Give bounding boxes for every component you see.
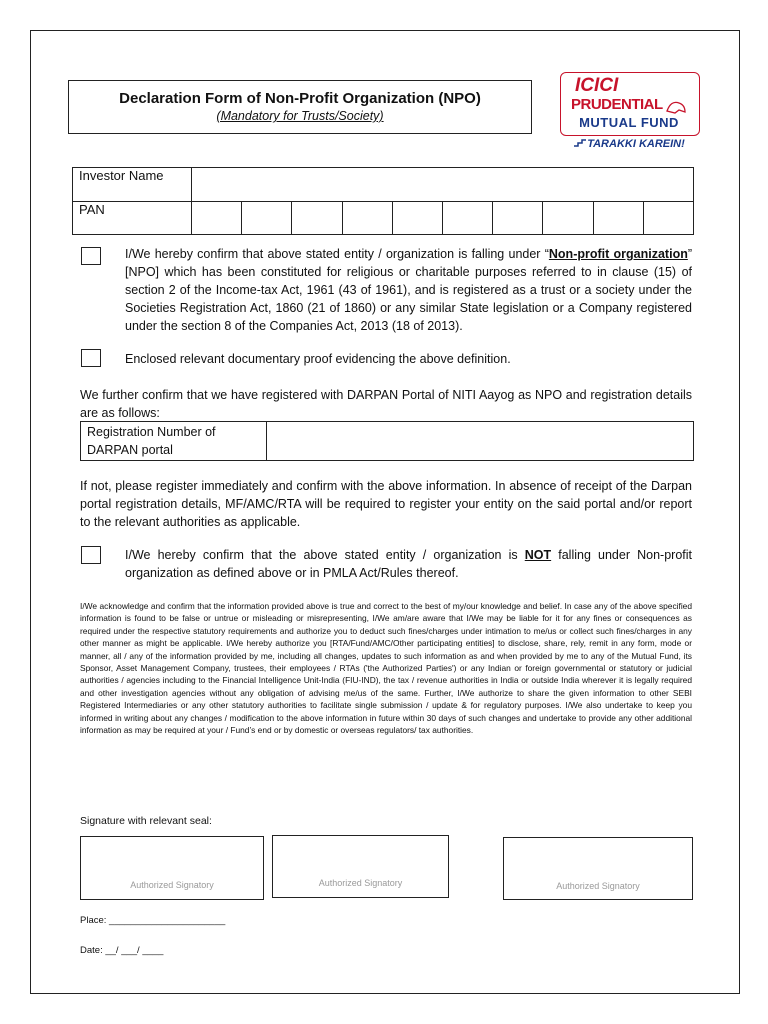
step-arrow-icon — [573, 138, 587, 147]
pan-row — [73, 202, 694, 235]
pan-box[interactable] — [543, 202, 593, 235]
logo-frame — [560, 72, 700, 136]
if-not-paragraph: If not, please register immediately and confirm with the above information. In absence of receipt of the Darpan portal registration details, MF/AMC/RTA will be required to register your entity on the said portal and/or report to the relevant authorities as applicable. — [80, 479, 692, 529]
date-field[interactable]: Date: __/ ___/ ____ — [80, 945, 164, 956]
pan-box[interactable] — [342, 202, 392, 235]
not-prefix: I/We hereby confirm that the above stated entity / organization is — [125, 548, 525, 562]
npo-checkbox[interactable] — [81, 247, 101, 265]
npo-prefix: I/We hereby confirm that above stated entity / organization is falling under “ — [125, 247, 549, 261]
form-title: Declaration Form of Non-Profit Organization (NPO) — [119, 90, 481, 107]
not-word: NOT — [524, 548, 552, 562]
not-suffix: falling under Non-profit organization as defined above or in PMLA Act/Rules thereof. — [125, 548, 692, 580]
pan-label: PAN — [73, 202, 192, 235]
proof-checkbox[interactable] — [81, 349, 101, 367]
pan-box[interactable] — [292, 202, 342, 235]
npo-term: Non-profit organization — [548, 247, 688, 261]
not-npo-checkbox[interactable] — [81, 546, 101, 564]
pan-box[interactable] — [643, 202, 693, 235]
investor-table — [72, 167, 694, 235]
darpan-intro: We further confirm that we have registered with DARPAN Portal of NITI Aayog as NPO and registration details are as follows: — [80, 388, 692, 420]
form-subtitle: (Mandatory for Trusts/Society) — [216, 109, 384, 123]
darpan-table — [80, 421, 694, 461]
pan-box[interactable] — [493, 202, 543, 235]
pan-box[interactable] — [192, 202, 242, 235]
not-npo-declaration — [125, 546, 692, 582]
signature-heading: Signature with relevant seal: — [80, 815, 212, 827]
darpan-label: Registration Number of DARPAN portal — [81, 422, 267, 460]
logo-brand: ICICI — [575, 75, 619, 96]
pan-box[interactable] — [392, 202, 442, 235]
pan-box[interactable] — [593, 202, 643, 235]
proof-text: Enclosed relevant documentary proof evidencing the above definition. — [125, 352, 511, 366]
investor-name-field[interactable] — [192, 168, 694, 202]
signature-box-2[interactable]: Authorized Signatory — [272, 835, 449, 898]
investor-name-label: Investor Name — [73, 168, 192, 202]
place-field[interactable]: Place: ______________________ — [80, 915, 226, 926]
darpan-number-field[interactable] — [273, 422, 691, 460]
pan-box[interactable] — [242, 202, 292, 235]
npo-declaration — [125, 245, 692, 335]
lion-icon — [665, 97, 687, 115]
logo-tagline — [564, 138, 694, 150]
pan-box[interactable] — [442, 202, 492, 235]
title-box — [68, 80, 532, 134]
logo-prudential: PRUDENTIAL — [571, 96, 663, 113]
icici-prudential-logo — [560, 72, 698, 152]
logo-mutual-fund: MUTUAL FUND — [579, 115, 679, 130]
npo-suffix: ” [NPO] which has been constituted for religious or charitable purposes referred to in clause (15) of section 2 of the Income-tax Act, 1961 (43 of 1961), and is registered as a trust or a society under the Societies Registration Act, 1860 (21 of 1860) or any similar State legislation or a Company registered under the section 8 of the Companies Act, 2013 (18 of 2013). — [125, 247, 693, 333]
signature-box-3[interactable]: Authorized Signatory — [503, 837, 693, 900]
signature-box-1[interactable]: Authorized Signatory — [80, 836, 264, 900]
investor-name-row — [73, 168, 694, 202]
acknowledgement-text: I/We acknowledge and confirm that the information provided above is true and correct to the best of my/our knowledge and belief. In case any of the above specified information is found to be false or untrue or misleading or misrepresenting, I/We am/are aware that I/We may be liable for it for any fines or consequences as required under the respective statutory requirements and authorize you to deduct such fines/charges under intimation to me/us or collect such fines/charges in any other manner as might be applicable. I/We hereby authorize you [RTA/Fund/AMC/Other participating entities] to disclose, share, rely, remit in any form, mode or manner, all / any of the information provided by me, including all changes, updates to such information as and when provided by me to any of the Mutual Fund, its Sponsor, Asset Management Company, trustees, their employees / RTAs ('the Authorized Parties') or any Indian or foreign governmental or statutory or judicial authorities / agencies including to the Financial Intelligence Unit-India (FIU-IND), the tax / revenue authorities in India or outside India wherever it is legally required and other investigation agencies without any obligation of advising me/us of the same. Further, I/We authorize to share the given information to other SEBI Registered Intermediaries or any other statutory authorities to facilitate single submission / update & for regulatory purposes. I/We also undertake to keep you informed in writing about any changes / modification to the above information in future within 30 days of such changes and undertake to provide any other additional information as may be required at your / Fund’s end or by domestic or overseas regulators/ tax authorities. — [80, 601, 692, 736]
tagline-text: TARAKKI KAREIN! — [587, 138, 685, 150]
